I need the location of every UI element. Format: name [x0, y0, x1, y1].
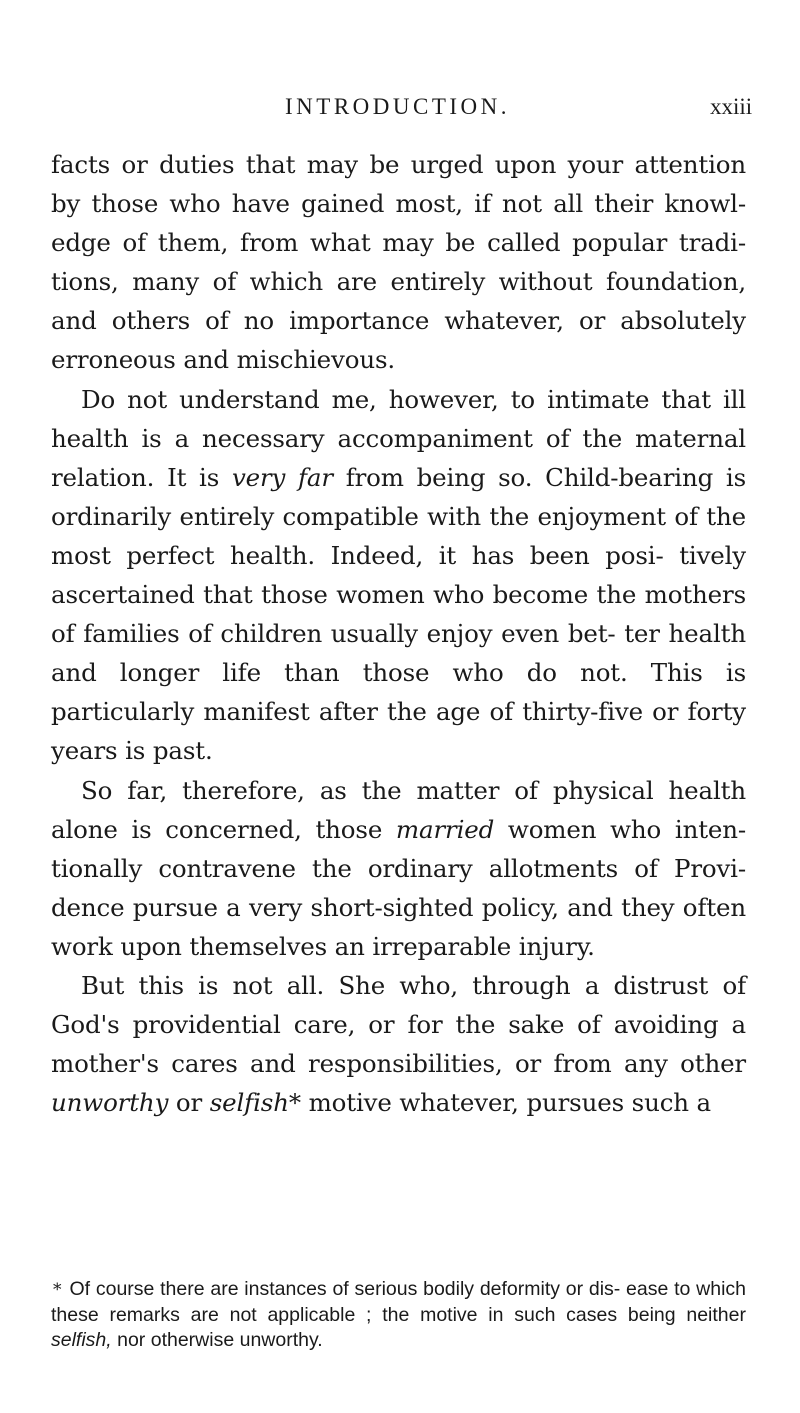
- text-segment: Do not understand me, however, to intimate that ill health is a necessary accompaniment of the maternal relation. It is: [51, 384, 746, 492]
- text-segment: facts or duties that may be urged upon your attention by those who have gained most, if not all their knowl- edge of them, from what may be called popular tradi- tions, many of which are entirely without foundation, and others of no importance whatever, or absolutely erroneous and mischievous.: [51, 150, 746, 375]
- paragraph: [51, 771, 746, 966]
- italic-emphasis: very far: [231, 462, 333, 492]
- footnote-marker: *: [53, 1280, 62, 1300]
- text-segment: women who inten- tionally contravene the ordinary allotments of Provi- dence pursue a very short-sighted policy, and they often work upon themselves an irreparable injury.: [51, 814, 746, 961]
- running-head: [0, 94, 800, 134]
- text-segment: So far, therefore, as the matter of physical health alone is concerned, those: [51, 775, 746, 844]
- text-segment: nor otherwise unworthy.: [111, 1329, 323, 1351]
- text-segment: Of course there are instances of serious bodily deformity or dis- ease to which these remarks are not applicable ; the motive in such cases being neither: [51, 1278, 746, 1326]
- text-segment: But this is not all. She who, through a distrust of God's providential care, or for the sake of avoiding a mother's cares and responsibilities, or from any other: [51, 970, 746, 1079]
- text-segment: from being so. Child-bearing is ordinarily entirely compatible with the enjoyment of the most perfect health. Indeed, it has been posi- tively ascertained that those women who become the mothers of families of children usually enjoy even bet- ter health and longer life than those who do not. This is particularly manifest after the age of thirty-five or forty years is past.: [51, 462, 746, 766]
- footnote-reference: selfish*: [209, 1088, 301, 1118]
- body-text: [51, 145, 746, 1122]
- footnote: [51, 1277, 746, 1353]
- page-number: xxiii: [710, 94, 753, 119]
- footnote-text: [51, 1277, 746, 1353]
- running-head-title: INTRODUCTION.: [285, 94, 511, 119]
- paragraph: [51, 380, 746, 771]
- italic-emphasis: unworthy: [51, 1088, 169, 1118]
- italic-emphasis: selfish,: [51, 1329, 112, 1351]
- text-segment: or: [168, 1088, 210, 1118]
- text-segment: motive whatever, pursues such a: [300, 1088, 711, 1118]
- paragraph: [51, 145, 746, 380]
- italic-emphasis: married: [395, 814, 495, 844]
- paragraph: [51, 966, 746, 1122]
